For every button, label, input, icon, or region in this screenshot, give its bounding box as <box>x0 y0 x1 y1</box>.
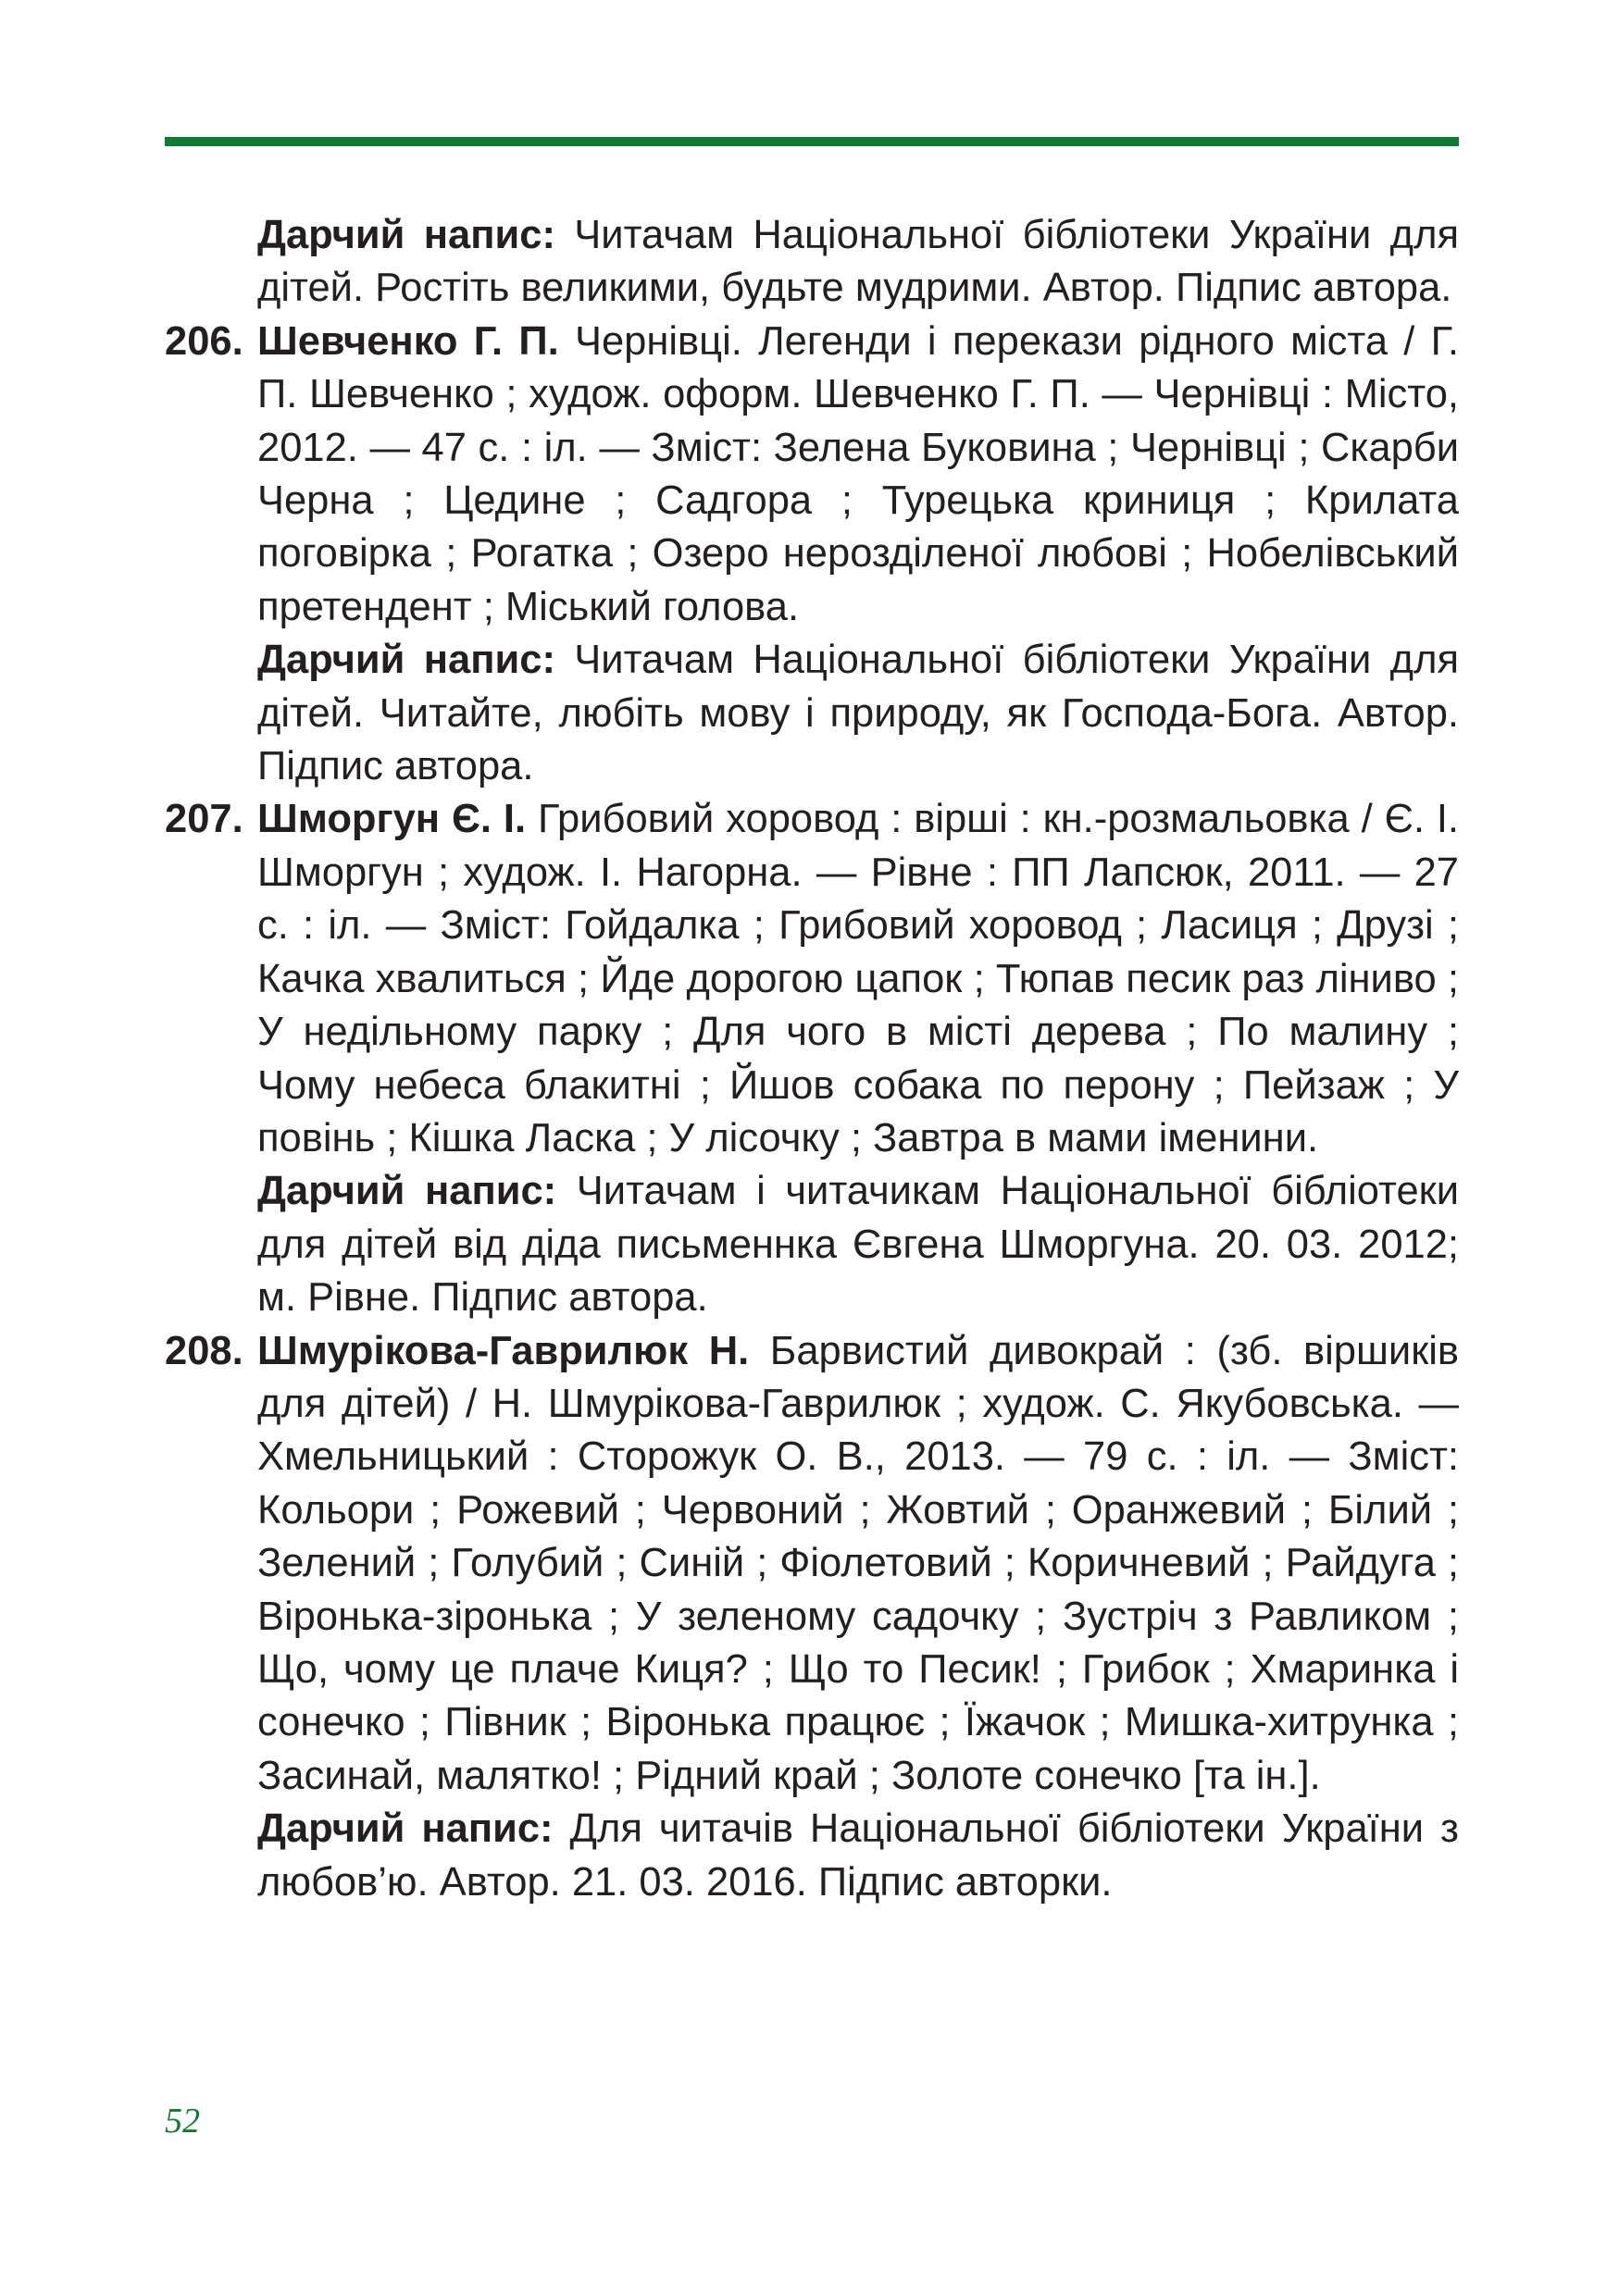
entry-author: Шморгун Є. І. <box>257 797 527 842</box>
page-number: 52 <box>165 2102 200 2141</box>
inscription-text: Для читачів Національної бібліотеки України з любов’ю. Автор. 21. 03. 2016. Підпис авторки. <box>257 1806 1460 1905</box>
inscription-text: Читачам Національної бібліотеки України для дітей. Ростіть великими, будьте мудрими. Автор. Підпис автора. <box>257 213 1460 311</box>
entry-number: 208. <box>165 1328 243 1373</box>
inscription-label: Дарчий напис: <box>257 1169 557 1214</box>
entry-description <box>257 316 1459 634</box>
entry-author: Шмурікова-Гаврилюк Н. <box>257 1328 750 1373</box>
entry-description <box>257 1325 1459 1804</box>
entry-author: Шевченко Г. П. <box>257 318 559 364</box>
entry-inscription <box>257 1165 1459 1324</box>
entry-206 <box>165 316 1459 794</box>
entry-207 <box>165 793 1459 1324</box>
entry-body: Грибовий хоровод : вірші : кн.-розмальовка / Є. І. Шморгун ; худож. І. Нагорна. — Рівне : ПП Лапсюк, 2011. — 27 с. : іл. — Зміст: Гойдалка ; Грибовий хоровод ; Ласиця ; Друзі ; Качка хвалиться ; Йде дорогою цапок ; Тюпав песик раз ліниво ; У недільному парку ; Для чого в місті дерева ; По малину ; Чому небеса блакитні ; Йшов собака по перону ; Пейзаж ; У повінь ; Кішка Ласка ; У лісочку ; Завтра в мами іменини. <box>257 797 1460 1160</box>
entry-body: Барвистий дивокрай : (зб. віршиків для дітей) / Н. Шмурікова-Гаврилюк ; худож. С. Якубовська. — Хмельницький : Сторожук О. В., 2013. — 79 с. : іл. — Зміст: Кольори ; Рожевий ; Червоний ; Жовтий ; Оранжевий ; Білий ; Зелений ; Голубий ; Синій ; Фіолетовий ; Коричневий ; Райдуга ; Віронька-зіронька ; У зеленому садочку ; Зустріч з Равликом ; Що, чому це плаче Киця? ; Що то Песик! ; Грибок ; Хмаринка і сонечко ; Півник ; Віронька працює ; Їжачок ; Мишка-хитрунка ; Засинай, малятко! ; Рідний край ; Золоте сонечко [та ін.]. <box>257 1328 1460 1798</box>
inscription-label: Дарчий напис: <box>257 1806 554 1852</box>
inscription-text: Читачам Національної бібліотеки України для дітей. Читайте, любіть мову і природу, як Господа-Бога. Автор. Підпис автора. <box>257 638 1460 789</box>
entry-body: Чернівці. Легенди і перекази рідного міста / Г. П. Шевченко ; худож. оформ. Шевченко Г. П. — Чернівці : Місто, 2012. — 47 с. : іл. — Зміст: Зелена Буковина ; Чернівці ; Скарби Черна ; Цедине ; Садгора ; Турецька криниця ; Крилата поговірка ; Рогатка ; Озеро нерозділеної любові ; Нобелівський претендент ; Міський голова. <box>257 318 1459 629</box>
entry-208 <box>165 1325 1459 1909</box>
entry-description <box>257 793 1459 1165</box>
entry-inscription <box>257 634 1459 793</box>
inscription-text: Читачам і читачикам Національної бібліотеки для дітей від діда письменнка Євгена Шморгуна. 20. 03. 2012; м. Рівне. Підпис автора. <box>257 1169 1459 1321</box>
intro-inscription <box>165 209 1459 316</box>
header-rule <box>165 137 1459 146</box>
inscription-label: Дарчий напис: <box>257 638 555 683</box>
entry-inscription <box>257 1803 1459 1909</box>
entry-number: 206. <box>165 318 243 364</box>
inscription-label: Дарчий напис: <box>257 213 555 257</box>
page-content <box>165 209 1459 1909</box>
entry-number: 207. <box>165 797 243 842</box>
intro-inscription-paragraph <box>257 209 1459 316</box>
